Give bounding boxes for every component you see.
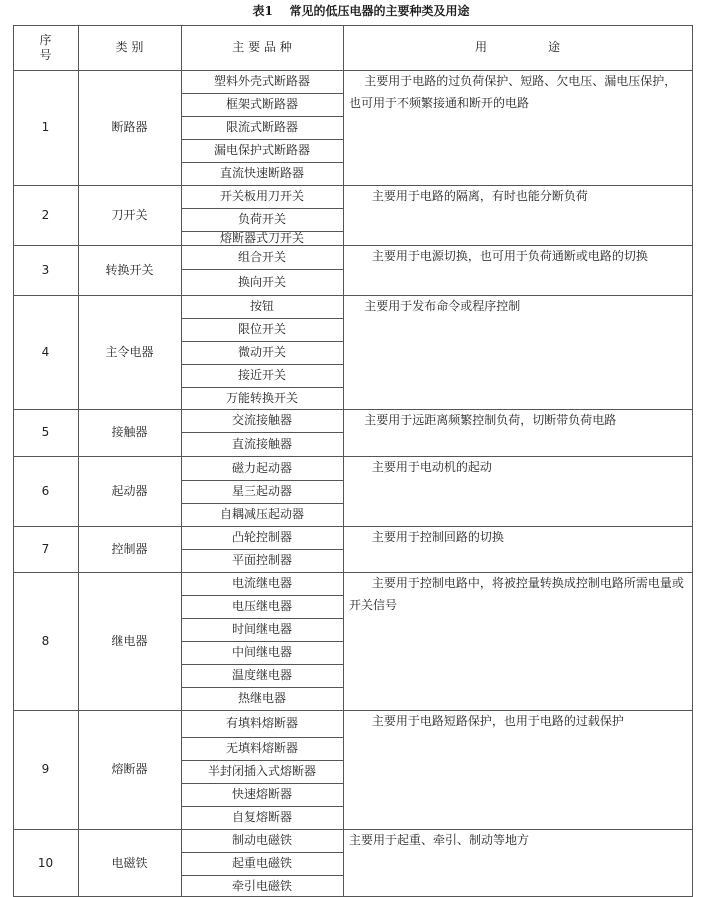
use-text: 主要用于控制电路中，将被控量转换成控制电路所需电量或开关信号 [349,576,684,612]
row-category: 转换开关 [105,262,154,277]
use-text: 主要用于控制回路的切换 [349,530,504,544]
row-no: 3 [41,262,50,277]
header-product: 主 要 品 种 [232,40,292,54]
use-cell [343,829,692,897]
product-cell: 快速熔断器 [231,787,292,801]
product-cell: 直流快速断路器 [219,166,304,180]
product-cell: 组合开关 [237,249,286,264]
product-cell: 自耦减压起动器 [219,507,304,521]
row-no: 10 [37,855,54,870]
row-category: 继电器 [111,633,148,648]
use-cell [343,526,692,572]
use-text: 主要用于起重、牵引、制动等地方 [349,833,530,847]
row-category: 控制器 [111,541,148,556]
row-no: 4 [41,344,50,359]
product-cell: 框架式断路器 [225,97,298,111]
product-cell: 无填料熔断器 [225,741,298,755]
product-cell: 直流接触器 [231,436,292,451]
use-text: 主要用于电路的隔离，有时也能分断负荷 [349,189,588,203]
product-cell: 电流继电器 [231,576,292,590]
product-cell: 交流接触器 [231,413,292,427]
row-no: 7 [41,541,50,556]
use-cell [343,295,692,409]
product-cell: 星三起动器 [231,484,292,498]
product-cell: 换向开关 [237,274,286,289]
product-cell: 开关板用刀开关 [219,189,304,203]
product-cell: 限流式断路器 [225,120,298,134]
product-cell: 时间继电器 [231,622,292,636]
use-text: 主要用于电路的过负荷保护、短路、欠电压、漏电压保护，也可用于不频繁接通和断开的电路 [349,74,677,110]
row-category: 起动器 [111,483,148,498]
product-cell: 限位开关 [237,322,286,336]
row-no: 1 [41,120,50,134]
row-category: 熔断器 [111,762,148,776]
product-cell: 中间继电器 [231,645,292,659]
use-cell [343,572,692,710]
use-cell [343,409,692,456]
product-cell: 负荷开关 [237,212,286,226]
header-use: 用 途 [474,40,561,54]
product-cell: 热继电器 [237,691,286,705]
row-no: 8 [41,633,50,648]
product-cell: 电压继电器 [231,599,292,613]
use-cell [343,70,692,185]
product-cell: 平面控制器 [231,553,292,567]
row-category: 断路器 [111,120,148,134]
table-title: 表1 常见的低压电器的主要种类及用途 [252,4,470,18]
header-no: 序 号 [39,32,52,62]
product-cell: 接近开关 [237,368,286,382]
product-cell: 微动开关 [237,345,286,359]
row-category: 接触器 [111,425,148,439]
column-border-4 [692,25,693,897]
row-category: 主令电器 [105,344,154,359]
product-cell: 牵引电磁铁 [231,878,292,893]
product-cell: 起重电磁铁 [231,856,292,870]
use-cell [343,245,692,295]
use-cell [343,185,692,245]
row-no: 5 [41,425,50,439]
row-no: 9 [41,762,50,776]
use-text: 主要用于远距离频繁控制负荷，切断带负荷电路 [349,413,617,427]
use-text: 主要用于发布命令或程序控制 [349,299,521,313]
use-text: 主要用于电路短路保护，也用于电路的过载保护 [349,714,624,728]
product-cell: 温度继电器 [231,668,292,682]
product-cell: 熔断器式刀开关 [219,230,304,245]
product-cell: 半封闭插入式熔断器 [207,764,316,778]
product-cell: 按钮 [249,299,274,313]
use-text: 主要用于电源切换，也可用于负荷通断或电路的切换 [349,249,648,263]
use-cell [343,710,692,829]
row-category: 电磁铁 [111,855,148,870]
product-cell: 万能转换开关 [225,390,298,405]
product-cell: 凸轮控制器 [231,530,292,544]
product-cell: 漏电保护式断路器 [213,143,310,157]
row-no: 6 [41,483,50,498]
use-cell [343,456,692,526]
row-no: 2 [41,207,50,222]
row-category: 刀开关 [111,207,148,222]
header-category: 类 别 [115,40,144,54]
product-cell: 磁力起动器 [231,460,292,475]
product-cell: 有填料熔断器 [225,716,298,730]
product-cell: 塑料外壳式断路器 [213,74,310,88]
product-cell: 自复熔断器 [231,810,292,824]
product-cell: 制动电磁铁 [231,833,292,847]
use-text: 主要用于电动机的起动 [349,460,492,474]
